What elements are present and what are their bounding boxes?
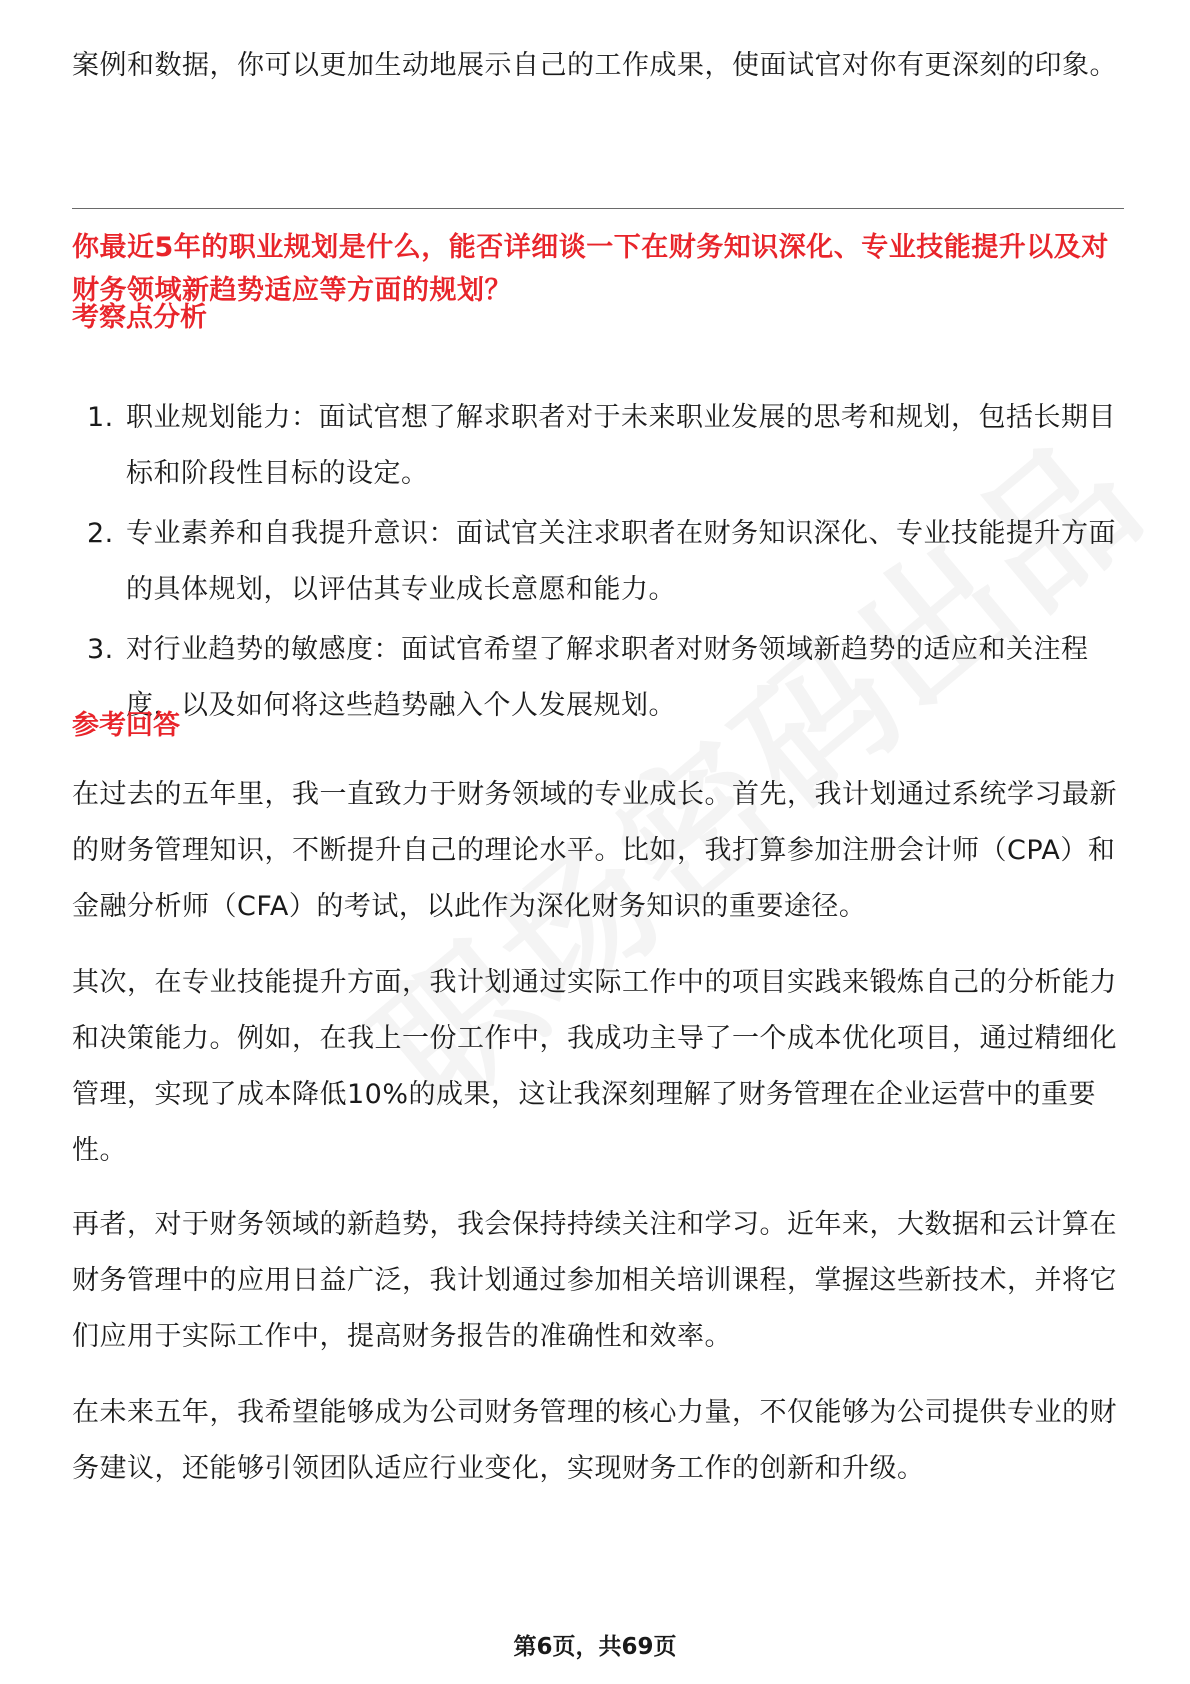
- answer-paragraph-4: 在未来五年，我希望能够成为公司财务管理的核心力量，不仅能够为公司提供专业的财务建议，还能够引领团队适应行业变化，实现财务工作的创新和升级。: [72, 1397, 1117, 1484]
- list-number: 2.: [87, 518, 114, 549]
- interview-question: 你最近5年的职业规划是什么，能否详细谈一下在财务知识深化、专业技能提升以及对财务领域新趋势适应等方面的规划？: [72, 232, 1109, 306]
- answer-paragraph-3: 再者，对于财务领域的新趋势，我会保持持续关注和学习。近年来，大数据和云计算在财务管理中的应用日益广泛，我计划通过参加相关培训课程，掌握这些新技术，并将它们应用于实际工作中，提高财务报告的准确性和效率。: [72, 1209, 1117, 1352]
- list-item: [72, 506, 1122, 618]
- answer-heading: 参考回答: [72, 710, 180, 741]
- list-item: [72, 622, 1122, 734]
- intro-paragraph: 案例和数据，你可以更加生动地展示自己的工作成果，使面试官对你有更深刻的印象。: [72, 50, 1117, 81]
- analysis-list: [72, 390, 1122, 738]
- answer-paragraph-2: 其次，在专业技能提升方面，我计划通过实际工作中的项目实践来锻炼自己的分析能力和决策能力。例如，在我上一份工作中，我成功主导了一个成本优化项目，通过精细化管理，实现了成本降低10%的成果，这让我深刻理解了财务管理在企业运营中的重要性。: [72, 967, 1117, 1166]
- list-item-text: 对行业趋势的敏感度：面试官希望了解求职者对财务领域新趋势的适应和关注程度，以及如何将这些趋势融入个人发展规划。: [126, 634, 1089, 721]
- section-divider: [72, 208, 1124, 209]
- answer-paragraph-1: 在过去的五年里，我一直致力于财务领域的专业成长。首先，我计划通过系统学习最新的财务管理知识，不断提升自己的理论水平。比如，我打算参加注册会计师（CPA）和金融分析师（CFA）的考试，以此作为深化财务知识的重要途径。: [72, 779, 1117, 922]
- analysis-heading: 考察点分析: [72, 302, 207, 333]
- list-item-text: 职业规划能力：面试官想了解求职者对于未来职业发展的思考和规划，包括长期目标和阶段性目标的设定。: [126, 402, 1116, 489]
- list-item: [72, 390, 1122, 502]
- list-number: 1.: [87, 402, 114, 433]
- list-item-text: 专业素养和自我提升意识：面试官关注求职者在财务知识深化、专业技能提升方面的具体规划，以评估其专业成长意愿和能力。: [126, 518, 1116, 605]
- list-number: 3.: [87, 634, 114, 665]
- page-number-footer: 第6页，共69页: [513, 1634, 677, 1660]
